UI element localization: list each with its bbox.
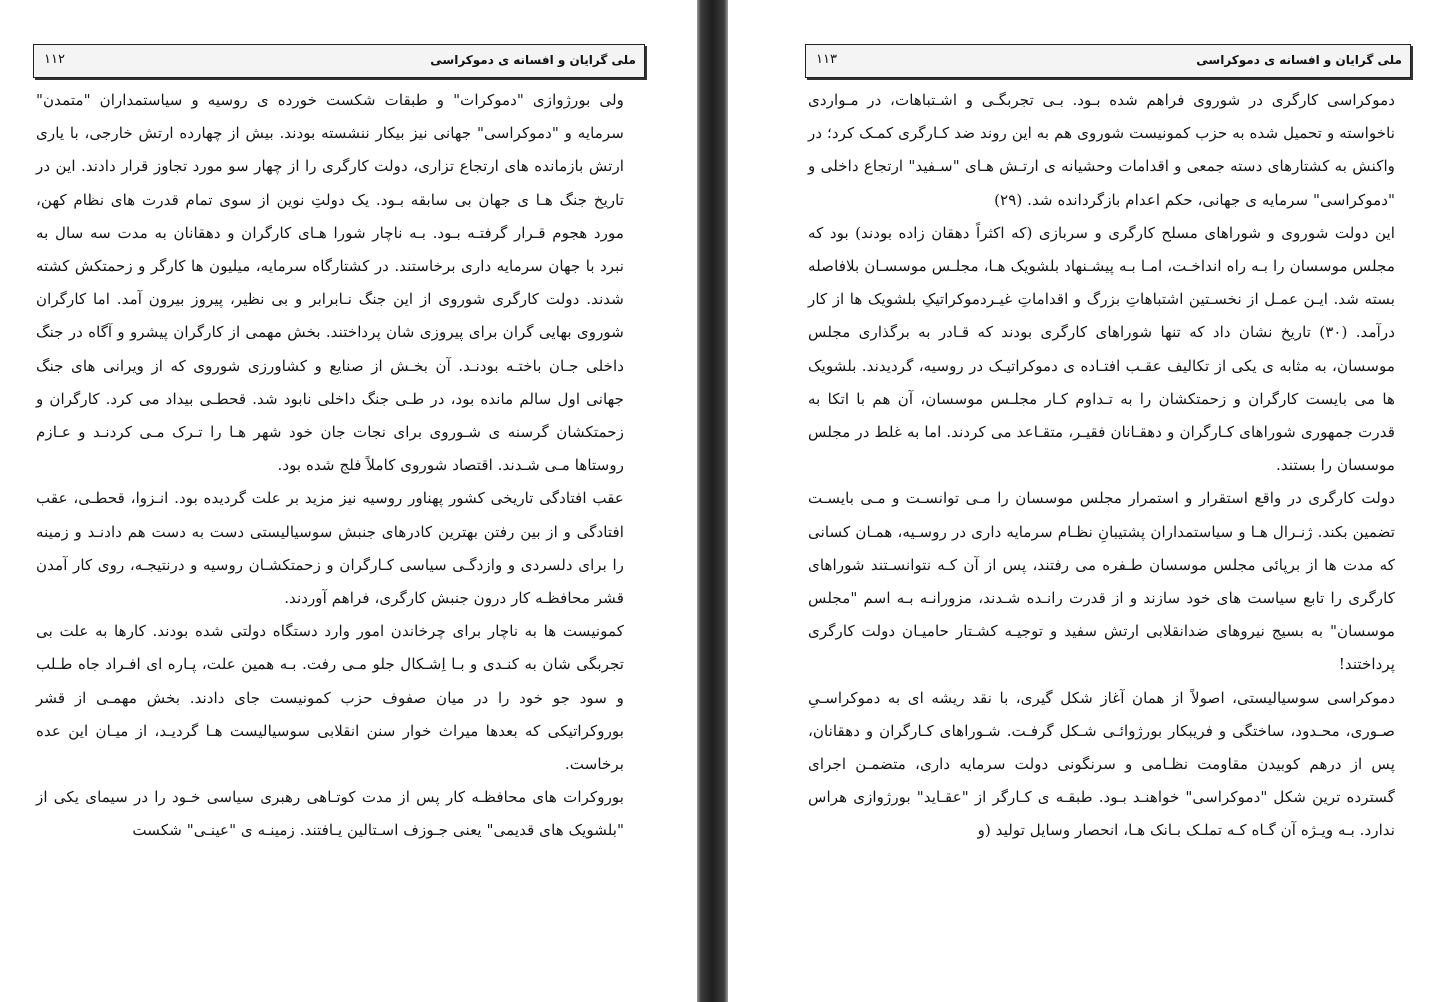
paragraph: این دولت شوروی و شوراهای مسلح کارگری و سربازی (که اکثراً دهقان زاده بودند) بود که مجلس موسسان را بـه راه انداخـت، امـا بـه پیشـنهاد بلشویک هـا، مجلـس موسسـان بلافاصله بسته شد. ایـن عمـل از نخسـتین اشتباهاتِ بزرگ و اقداماتِ غیـردموکراتیکِ بلشویک ها از کار درآمد. (۳۰) تاریخ نشان داد که تنها شوراهای کارگری بودند که قـادر به برگذاری مجلس موسسان، به مثابه ی یکی از تکالیف عقـب افتـاده ی دموکراتیـک در روسیه، گردیدند. بلشویک ها می بایست کارگران و زحمتکشان را به تـداوم کـار مجلـس موسسان، آن هم با اتکا به قدرت جمهوری شوراهای کـارگران و دهقـانان فقیـر، متقـاعد می کردند. اما به غلط در مجلس موسسان را بستند.: [808, 223, 1395, 475]
right-page: [728, 0, 1442, 1002]
paragraph: دولت کارگری در واقع استقرار و استمرار مجلس موسسان را مـی توانسـت و مـی بایسـت تضمین بکند. ژنـرال هـا و سیاستمداران پشتیبانِ نظـام سرمایه داری در روسـیه، همـان کسانی که مدت ها از برپائی مجلس موسسان طـفره می رفتند، پس از آن کـه نتوانسـتند شوراهای کارگری را تابع سیاست های خود سازند و از قدرت رانـده شـدند، مزورانـه بـه اسم "مجلس موسسان" به بسیج نیروهای ضدانقلابی ارتش سفید و توجیـه کشـتار حامیـان دولت کارگری پرداختند!: [808, 489, 1395, 674]
paragraph: کمونیست ها به ناچار برای چرخاندن امور وارد دستگاه دولتی شده بودند. کارها به علت بی تجربگی شان به کنـدی و بـا اِشـکال جلو مـی رفت. بـه همین علت، پـاره ای افـراد جاه طـلب و سود جو خود را در میان صفوف حزب کمونیست جای دادند. بخش مهمـی از قشر بوروکراتیکی که بعدها میراث خوار سنن انقلابی سوسیالیست هـا گردیـد، از میـان این عده برخاست.: [36, 622, 624, 774]
paragraph: عقب افتادگی تاریخی کشور پهناور روسیه نیز مزید بر علت گردیده بود. انـزوا، قحطـی، عقب افتادگی و از بین رفتن بهترین کادرهای جنبش سوسیالیستی دست به دست هم دادنـد و زمینه را برای دلسردی و وازدگـی سیاسی کـارگران و زحمتکشـان روسیه و درنتیجـه، روی کار آمدن قشر محافظـه کار درون جنبش کارگری، فراهم آوردند.: [36, 489, 624, 608]
running-header: [33, 44, 645, 78]
paragraph: دموکراسی سوسیالیستی، اصولاً از همان آغاز شکل گیری، با نقد ریشه ای به دموکراسـیِ صـوری، محـدود، ساختگی و فریبکار بورژوائـی شـکل گرفـت. شـوراهای کـارگران و دهقانان، پس از درهم کوبیدن مقاومت نظـامی و سرنگونی دولت سرمایه داری، متضمـن اجرای گسترده ترین شکل "دموکراسی" خواهنـد بـود. طبقـه ی کـارگر از "عقـاید" بورژوازی هراس ندارد. بـه ویـژه آن گـاه کـه تملـک بـانک هـا، انحصار وسایل تولید (و: [808, 688, 1395, 840]
paragraph: ولی بورژوازی "دموکرات" و طبقات شکست خورده ی روسیه و سیاستمداران "متمدن" سرمایه و "دموکراسی" جهانی نیز بیکار ننشسته بودند. بیش از چهارده ارتش خارجی، با یاری ارتش بازمانده های ارتجاع تزاری، دولت کارگری را از چهار سو مورد تجاوز قرار دادند. این در تاریخ جنگ هـا ی جهان بی سابقه بـود. یک دولتِ نوین از سوی تمام قدرت های نظام کهن، مورد هجوم قـرار گرفتـه بـود. بـه ناچار شورا هـای کارگران و دهقانان به مدت سه سال به نبرد با جهان سرمایه داری برخاستند. در کشتارگاه سرمایه، میلیون ها کارگر و زحمتکش کشته شدند. دولت کارگری شوروی از این جنگ نـابرابر و بی نظیر، پیروز بیرون آمد. اما کارگران شوروی بهایی گران برای پیروزی شان پرداختند. بخش مهمی از کارگران پیشرو و آگاه در جنگ داخلی جـان باختـه بودنـد. آن بخـش از صنایع و کشاورزی شوروی که از ویرانی های جنگ جهانی اول سالم مانده بود، در طـی جنگ داخلی نابود شد. قحطـی بیداد می کرد. کارگران و زحمتکشان گرسنه ی شـوروی برای نجات جان خود شهر هـا را تـرک مـی کردنـد و عـازم روستاها مـی شـدند. اقتصاد شوروی کاملاً فلج شده بود.: [36, 91, 624, 475]
body-text: [808, 84, 1395, 848]
running-title: ملی گرایان و افسانه ی دموکراسی: [430, 53, 636, 67]
running-title: ملی گرایان و افسانه ی دموکراسی: [1196, 53, 1402, 67]
body-text: [36, 84, 624, 848]
page-number: ۱۱۳: [816, 52, 837, 67]
book-spine-gutter: [697, 0, 728, 1002]
running-header: [805, 44, 1411, 78]
paragraph: دموکراسی کارگری در شوروی فراهم شده بـود. بـی تجربگـی و اشـتباهات، در مـواردی ناخواسته و تحمیل شده به حزب کمونیست شوروی هم به این روند ضد کـارگری کمـک کرد؛ در واکنش به کشتارهای دسته جمعی و اقدامات وحشیانه ی ارتـش هـای "سـفید" ارتجاع داخلی و "دموکراسی" سرمایه ی جهانی، حکم اعدام بازگردانده شد. (۲۹): [808, 91, 1395, 209]
left-page: [0, 0, 697, 1002]
paragraph: بوروکرات های محافظـه کار پس از مدت کوتـاهی رهبری سیاسی خـود را در سیمای یکی از "بلشویک های قدیمی" یعنی جـوزف اسـتالین یـافتند. زمینـه ی "عینـی" شکست: [36, 788, 624, 840]
page-number: ۱۱۲: [44, 52, 65, 67]
